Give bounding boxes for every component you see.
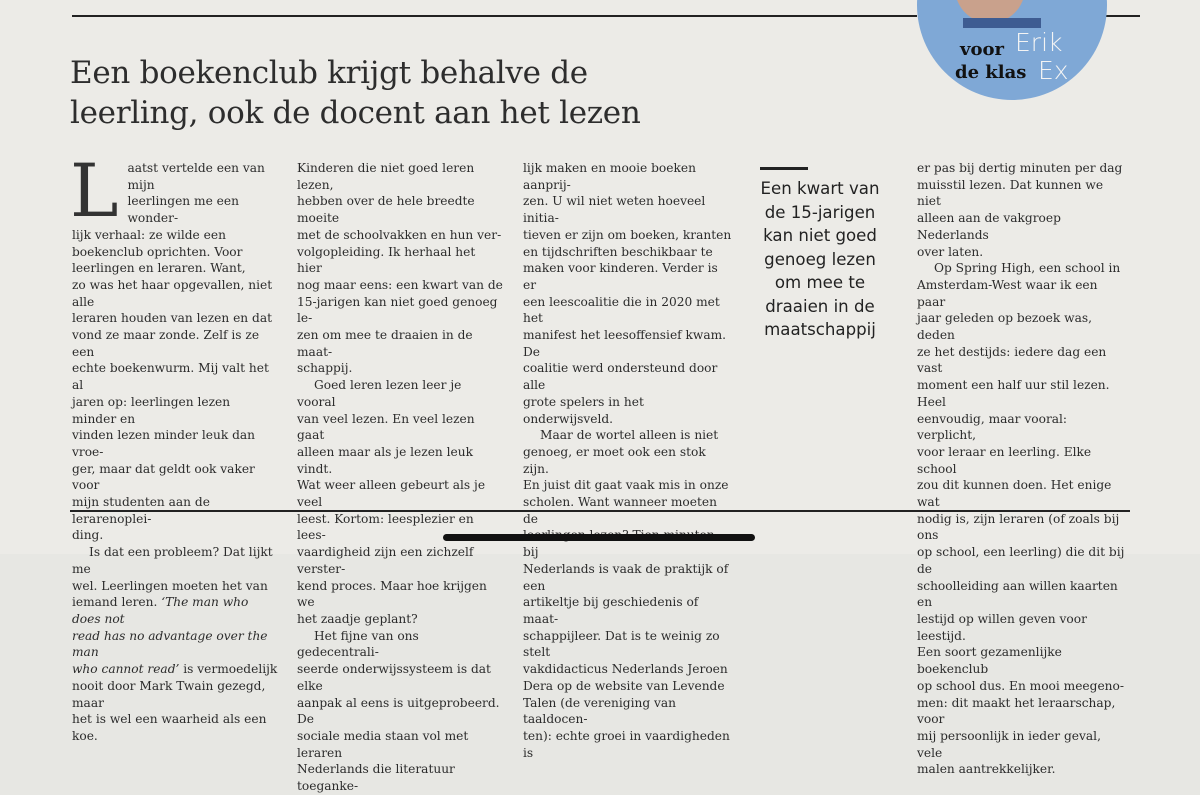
text-line: op school, een leerling) die dit bij de <box>917 545 1125 576</box>
text-line: alleen maar als je lezen leuk vindt. <box>297 444 473 476</box>
paragraph-4 <box>297 377 503 628</box>
pullquote-line: om mee te <box>774 273 866 292</box>
text-line: nooit door Mark Twain gezegd, maar <box>72 678 266 710</box>
text-line: Goed leren lezen leer je vooral <box>297 378 462 409</box>
text-line: voor leraar en leerling. Elke school <box>917 444 1092 476</box>
text-line: jaren op: leerlingen lezen minder en <box>72 394 231 426</box>
text-line: hebben over de hele breedte moeite <box>297 194 475 226</box>
pullquote-line: draaien in de <box>765 296 875 316</box>
text-line: kend proces. Maar hoe krijgen we <box>297 578 487 610</box>
text-line: Amsterdam-West waar ik een paar <box>917 277 1098 309</box>
text-line: Dera op de website van Levende <box>523 678 725 693</box>
text-line: echte boekenwurm. Mij valt het al <box>72 361 269 393</box>
text-line: schoolleiding aan willen kaarten en <box>917 578 1118 610</box>
text-line: sociale media staan vol met leraren <box>297 728 469 760</box>
text-line: zou dit kunnen doen. Het enige wat <box>917 478 1112 510</box>
text-line: er pas bij dertig minuten per dag <box>917 161 1123 175</box>
text-line: vaardigheid zijn een zichzelf verster- <box>297 545 474 576</box>
text-line: nog maar eens: een kwart van de <box>297 277 503 292</box>
text-line: met de schoolvakken en hun ver- <box>297 227 502 242</box>
paragraph-3 <box>297 160 503 377</box>
pullquote-line: kan niet goed <box>763 226 877 245</box>
article-column-5 <box>917 160 1127 778</box>
text-line: seerde onderwijssysteem is dat elke <box>297 662 491 693</box>
text-line: leest. Kortom: leesplezier en lees- <box>297 511 474 543</box>
text-line: en tijdschriften beschikbaar te <box>523 244 713 259</box>
text-line: jaar geleden op bezoek was, deden <box>917 311 1092 343</box>
text-line: ten): echte groei in vaardigheden is <box>523 728 730 760</box>
text-line: Nederlands die literatuur toeganke- <box>297 762 455 794</box>
column-label-line1: voor <box>960 39 1004 60</box>
text-line: tieven er zijn om boeken, kranten <box>523 227 732 242</box>
text-line: Maar de wortel alleen is niet <box>540 428 719 443</box>
text-line: bij <box>523 545 539 560</box>
column-label-line2: de klas <box>955 62 1027 83</box>
text-line: genoeg, er moet ook een stok zijn. <box>523 444 706 476</box>
pullquote-line: de 15-jarigen <box>764 202 876 222</box>
text-line: vinden lezen minder leuk dan vroe- <box>72 428 255 459</box>
quote-text: ‘The man who does not <box>72 595 249 626</box>
text-line: aatst vertelde een van mijn <box>127 161 265 192</box>
text-line: ding. <box>72 528 104 543</box>
text-line: coalitie werd ondersteund door alle <box>523 361 718 393</box>
text-line: aanpak al eens is uitgeprobeerd. De <box>297 695 500 727</box>
text-line: Op Spring High, een school in <box>934 261 1121 276</box>
paragraph-7 <box>523 427 733 761</box>
text-line: het zaadje geplant? <box>297 611 418 626</box>
text-line: leerlingen me een wonder- <box>127 194 239 226</box>
top-divider <box>72 15 917 17</box>
text-line: Kinderen die niet goed leren lezen, <box>297 161 475 192</box>
text-line: muisstil lezen. Dat kunnen we niet <box>917 177 1104 209</box>
text-line: volgopleiding. Ik herhaal het hier <box>297 244 476 276</box>
text-line: is vermoedelijk <box>179 662 278 677</box>
text-line: wel. Leerlingen moeten het van <box>72 578 268 593</box>
paragraph-6 <box>523 160 733 427</box>
pullquote-line: maatschappij <box>764 320 876 339</box>
text-line: leraren houden van lezen en dat <box>72 311 272 326</box>
bottom-divider <box>70 510 1130 512</box>
text-line: malen aantrekkelijker. <box>917 762 1056 777</box>
text-line: mij persoonlijk in ieder geval, vele <box>917 728 1101 760</box>
text-line: het is wel een waarheid als een koe. <box>72 712 267 743</box>
pullquote-rule <box>760 167 808 170</box>
drop-cap: L <box>70 149 119 234</box>
text-line: mijn studenten aan de lerarenoplei- <box>72 495 210 526</box>
text-line: ger, maar dat geldt ook vaker voor <box>72 461 255 493</box>
paragraph-2 <box>72 544 278 744</box>
text-line: grote spelers in het onderwijsveld. <box>523 394 644 426</box>
text-line: op school dus. En mooi meegeno- <box>917 678 1124 693</box>
text-line: alleen aan de vakgroep Nederlands <box>917 211 1061 242</box>
text-line: scholen. Want wanneer moeten de <box>523 495 717 526</box>
text-line: lestijd op willen geven voor leestijd. <box>917 611 1087 643</box>
headline <box>70 53 670 133</box>
text-line: eenvoudig, maar vooral: verplicht, <box>917 411 1068 443</box>
text-line: schappij. <box>297 361 353 376</box>
columnist-badge <box>917 0 1107 100</box>
text-line: zo was het haar opgevallen, niet alle <box>72 277 273 309</box>
headline-line-2: leerling, ook de docent aan het lezen <box>70 95 641 131</box>
quote-text: who cannot read’ <box>72 662 180 677</box>
article-column-1 <box>70 149 278 745</box>
text-line: Talen (de vereniging van taaldocen- <box>523 695 677 727</box>
text-line: Nederlands is vaak de praktijk of een <box>523 561 729 593</box>
text-line: moment een half uur stil lezen. Heel <box>917 378 1110 409</box>
text-line: Het fijne van ons gedecentrali- <box>297 628 419 660</box>
text-line: zen om mee te draaien in de maat- <box>297 328 473 359</box>
headline-line-1: Een boekenclub krijgt behalve de <box>70 55 588 91</box>
text-line: leerlingen en leraren. Want, <box>72 261 246 276</box>
article-column-2 <box>297 160 503 795</box>
author-portrait-shirt <box>963 18 1041 28</box>
text-line: van veel lezen. En veel lezen gaat <box>297 411 475 443</box>
article-column-3 <box>523 160 733 761</box>
text-line: over laten. <box>917 244 984 259</box>
text-line: Is dat een probleem? Dat lijkt me <box>72 545 273 576</box>
paragraph-5 <box>297 628 503 795</box>
home-indicator-bar[interactable] <box>443 534 755 541</box>
text-line: vakdidacticus Nederlands Jeroen <box>523 662 728 677</box>
quote-text: read has no advantage over the man <box>72 628 268 660</box>
text-line: boekenclub oprichten. Voor <box>72 244 243 259</box>
paragraph-9 <box>917 260 1127 778</box>
text-line: lijk maken en mooie boeken aanprij- <box>523 161 696 192</box>
pullquote-line: genoeg lezen <box>764 249 876 269</box>
text-line: een leescoalitie die in 2020 met het <box>523 294 720 326</box>
text-line: vond ze maar zonde. Zelf is ze een <box>72 328 260 359</box>
text-line: 15-jarigen kan niet goed genoeg le- <box>297 294 498 326</box>
text-line: manifest het leesoffensief kwam. De <box>523 328 727 359</box>
pullquote <box>749 177 891 342</box>
text-line: En juist dit gaat vaak mis in onze <box>523 478 729 493</box>
text-line: Wat weer alleen gebeurt als je veel <box>297 478 486 510</box>
text-line: men: dit maakt het leraarschap, voor <box>917 695 1116 727</box>
text-line: lijk verhaal: ze wilde een <box>72 227 226 242</box>
text-line: schappijleer. Dat is te weinig zo stelt <box>523 628 720 660</box>
author-first-name: Erik <box>1015 28 1063 57</box>
text-line: nodig is, zijn leraren (of zoals bij ons <box>917 511 1120 543</box>
text-line: zen. U wil niet weten hoeveel initia- <box>523 194 706 226</box>
text-line: artikeltje bij geschiedenis of maat- <box>523 595 699 626</box>
paragraph-8 <box>917 160 1127 260</box>
text-line: maken voor kinderen. Verder is er <box>523 261 718 292</box>
text-line: ze het destijds: iedere dag een vast <box>917 344 1107 376</box>
text-line: Een soort gezamenlijke boekenclub <box>917 645 1062 677</box>
paragraph-1 <box>70 149 278 544</box>
text-line: iemand leren. <box>72 595 162 610</box>
author-last-name: Ex <box>1038 56 1069 85</box>
pullquote-line: Een kwart van <box>760 179 880 198</box>
